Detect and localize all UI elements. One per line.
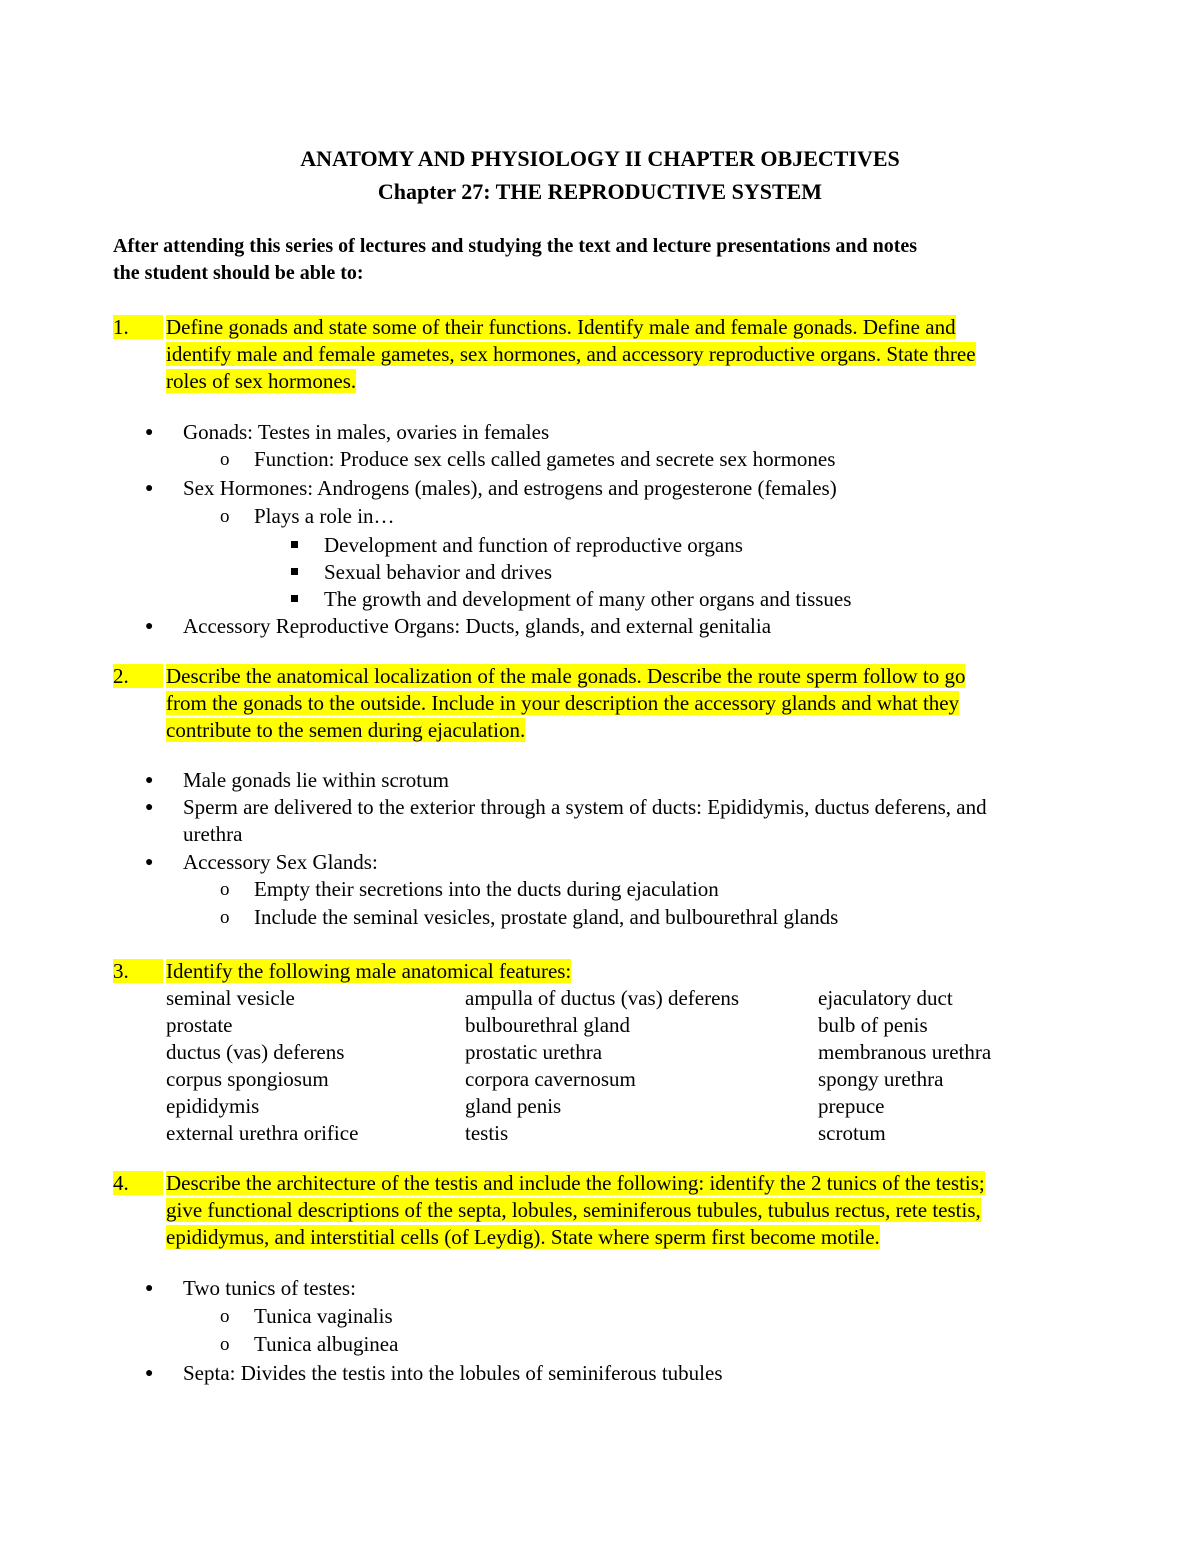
list-item: Sperm are delivered to the exterior through a system of ducts: Epididymis, ductus deferens, and	[183, 795, 987, 819]
list-item: Tunica albuginea	[254, 1332, 399, 1356]
bullet-icon: ●	[145, 481, 154, 496]
square-bullet-icon	[291, 595, 298, 602]
feature-item: bulbourethral gland	[465, 1013, 631, 1037]
list-item: Gonads: Testes in males, ovaries in females	[183, 420, 550, 444]
list-item: Function: Produce sex cells called gametes and secrete sex hormones	[254, 447, 836, 471]
list-item: The growth and development of many other organs and tissues	[324, 587, 852, 611]
list-item: Include the seminal vesicles, prostate gland, and bulbourethral glands	[254, 905, 839, 929]
feature-item: ampulla of ductus (vas) deferens	[465, 986, 740, 1010]
list-item: Two tunics of testes:	[183, 1276, 356, 1300]
sub-bullet-icon: o	[220, 506, 230, 527]
feature-item: corpora cavernosum	[465, 1067, 636, 1091]
sub-bullet-icon: o	[220, 907, 230, 928]
intro-line-1: After attending this series of lectures and studying the text and lecture presentations and notes	[113, 235, 918, 257]
feature-item: prepuce	[818, 1094, 885, 1118]
list-item: Sex Hormones: Androgens (males), and estrogens and progesterone (females)	[183, 476, 837, 500]
feature-item: seminal vesicle	[166, 986, 295, 1010]
objective-line: contribute to the semen during ejaculation.	[166, 718, 526, 742]
objective-number: 1.	[113, 314, 163, 341]
feature-item: ejaculatory duct	[818, 986, 953, 1010]
objective-line: Identify the following male anatomical features:	[166, 959, 572, 983]
square-bullet-icon	[291, 568, 298, 575]
feature-item: epididymis	[166, 1094, 260, 1118]
bullet-icon: ●	[145, 425, 154, 440]
objective-number: 2.	[113, 663, 163, 690]
feature-item: prostate	[166, 1013, 233, 1037]
list-item: urethra	[183, 822, 243, 846]
list-item: Plays a role in…	[254, 504, 395, 528]
objective-line: Describe the architecture of the testis and include the following: identify the 2 tunics of the testis;	[166, 1171, 985, 1195]
bullet-icon: ●	[145, 1366, 154, 1381]
list-item: Development and function of reproductive organs	[324, 533, 743, 557]
feature-item: ductus (vas) deferens	[166, 1040, 345, 1064]
list-item: Empty their secretions into the ducts during ejaculation	[254, 877, 719, 901]
list-item: Accessory Reproductive Organs: Ducts, glands, and external genitalia	[183, 614, 772, 638]
objective-line: Describe the anatomical localization of the male gonads. Describe the route sperm follow to go	[166, 664, 966, 688]
sub-bullet-icon: o	[220, 449, 230, 470]
bullet-icon: ●	[145, 773, 154, 788]
bullet-icon: ●	[145, 855, 154, 870]
bullet-icon: ●	[145, 619, 154, 634]
objective-line: Define gonads and state some of their functions. Identify male and female gonads. Define and	[166, 315, 956, 339]
feature-item: testis	[465, 1121, 509, 1145]
objective-number: 3.	[113, 958, 163, 985]
list-item: Accessory Sex Glands:	[183, 850, 378, 874]
sub-bullet-icon: o	[220, 1306, 230, 1327]
list-item: Septa: Divides the testis into the lobules of seminiferous tubules	[183, 1361, 723, 1385]
objective-line: epididymus, and interstitial cells (of Leydig). State where sperm first become motile.	[166, 1225, 880, 1249]
feature-item: external urethra orifice	[166, 1121, 359, 1145]
feature-item: membranous urethra	[818, 1040, 992, 1064]
feature-item: spongy urethra	[818, 1067, 944, 1091]
bullet-icon: ●	[145, 800, 154, 815]
feature-item: scrotum	[818, 1121, 886, 1145]
objective-line: identify male and female gametes, sex hormones, and accessory reproductive organs. State three	[166, 342, 976, 366]
document-title: ANATOMY AND PHYSIOLOGY II CHAPTER OBJECTIVES	[300, 146, 900, 171]
sub-bullet-icon: o	[220, 1334, 230, 1355]
feature-item: corpus spongiosum	[166, 1067, 329, 1091]
list-item: Sexual behavior and drives	[324, 560, 553, 584]
square-bullet-icon	[291, 541, 298, 548]
bullet-icon: ●	[145, 1281, 154, 1296]
objective-number: 4.	[113, 1170, 163, 1197]
intro-line-2: the student should be able to:	[113, 262, 364, 284]
feature-item: gland penis	[465, 1094, 562, 1118]
document-subtitle: Chapter 27: THE REPRODUCTIVE SYSTEM	[377, 179, 823, 204]
list-item: Tunica vaginalis	[254, 1304, 393, 1328]
feature-item: bulb of penis	[818, 1013, 928, 1037]
list-item: Male gonads lie within scrotum	[183, 768, 449, 792]
objective-line: from the gonads to the outside. Include in your description the accessory glands and what they	[166, 691, 960, 715]
feature-item: prostatic urethra	[465, 1040, 603, 1064]
sub-bullet-icon: o	[220, 879, 230, 900]
objective-line: give functional descriptions of the septa, lobules, seminiferous tubules, tubulus rectus, rete testis,	[166, 1198, 981, 1222]
objective-line: roles of sex hormones.	[166, 369, 357, 393]
